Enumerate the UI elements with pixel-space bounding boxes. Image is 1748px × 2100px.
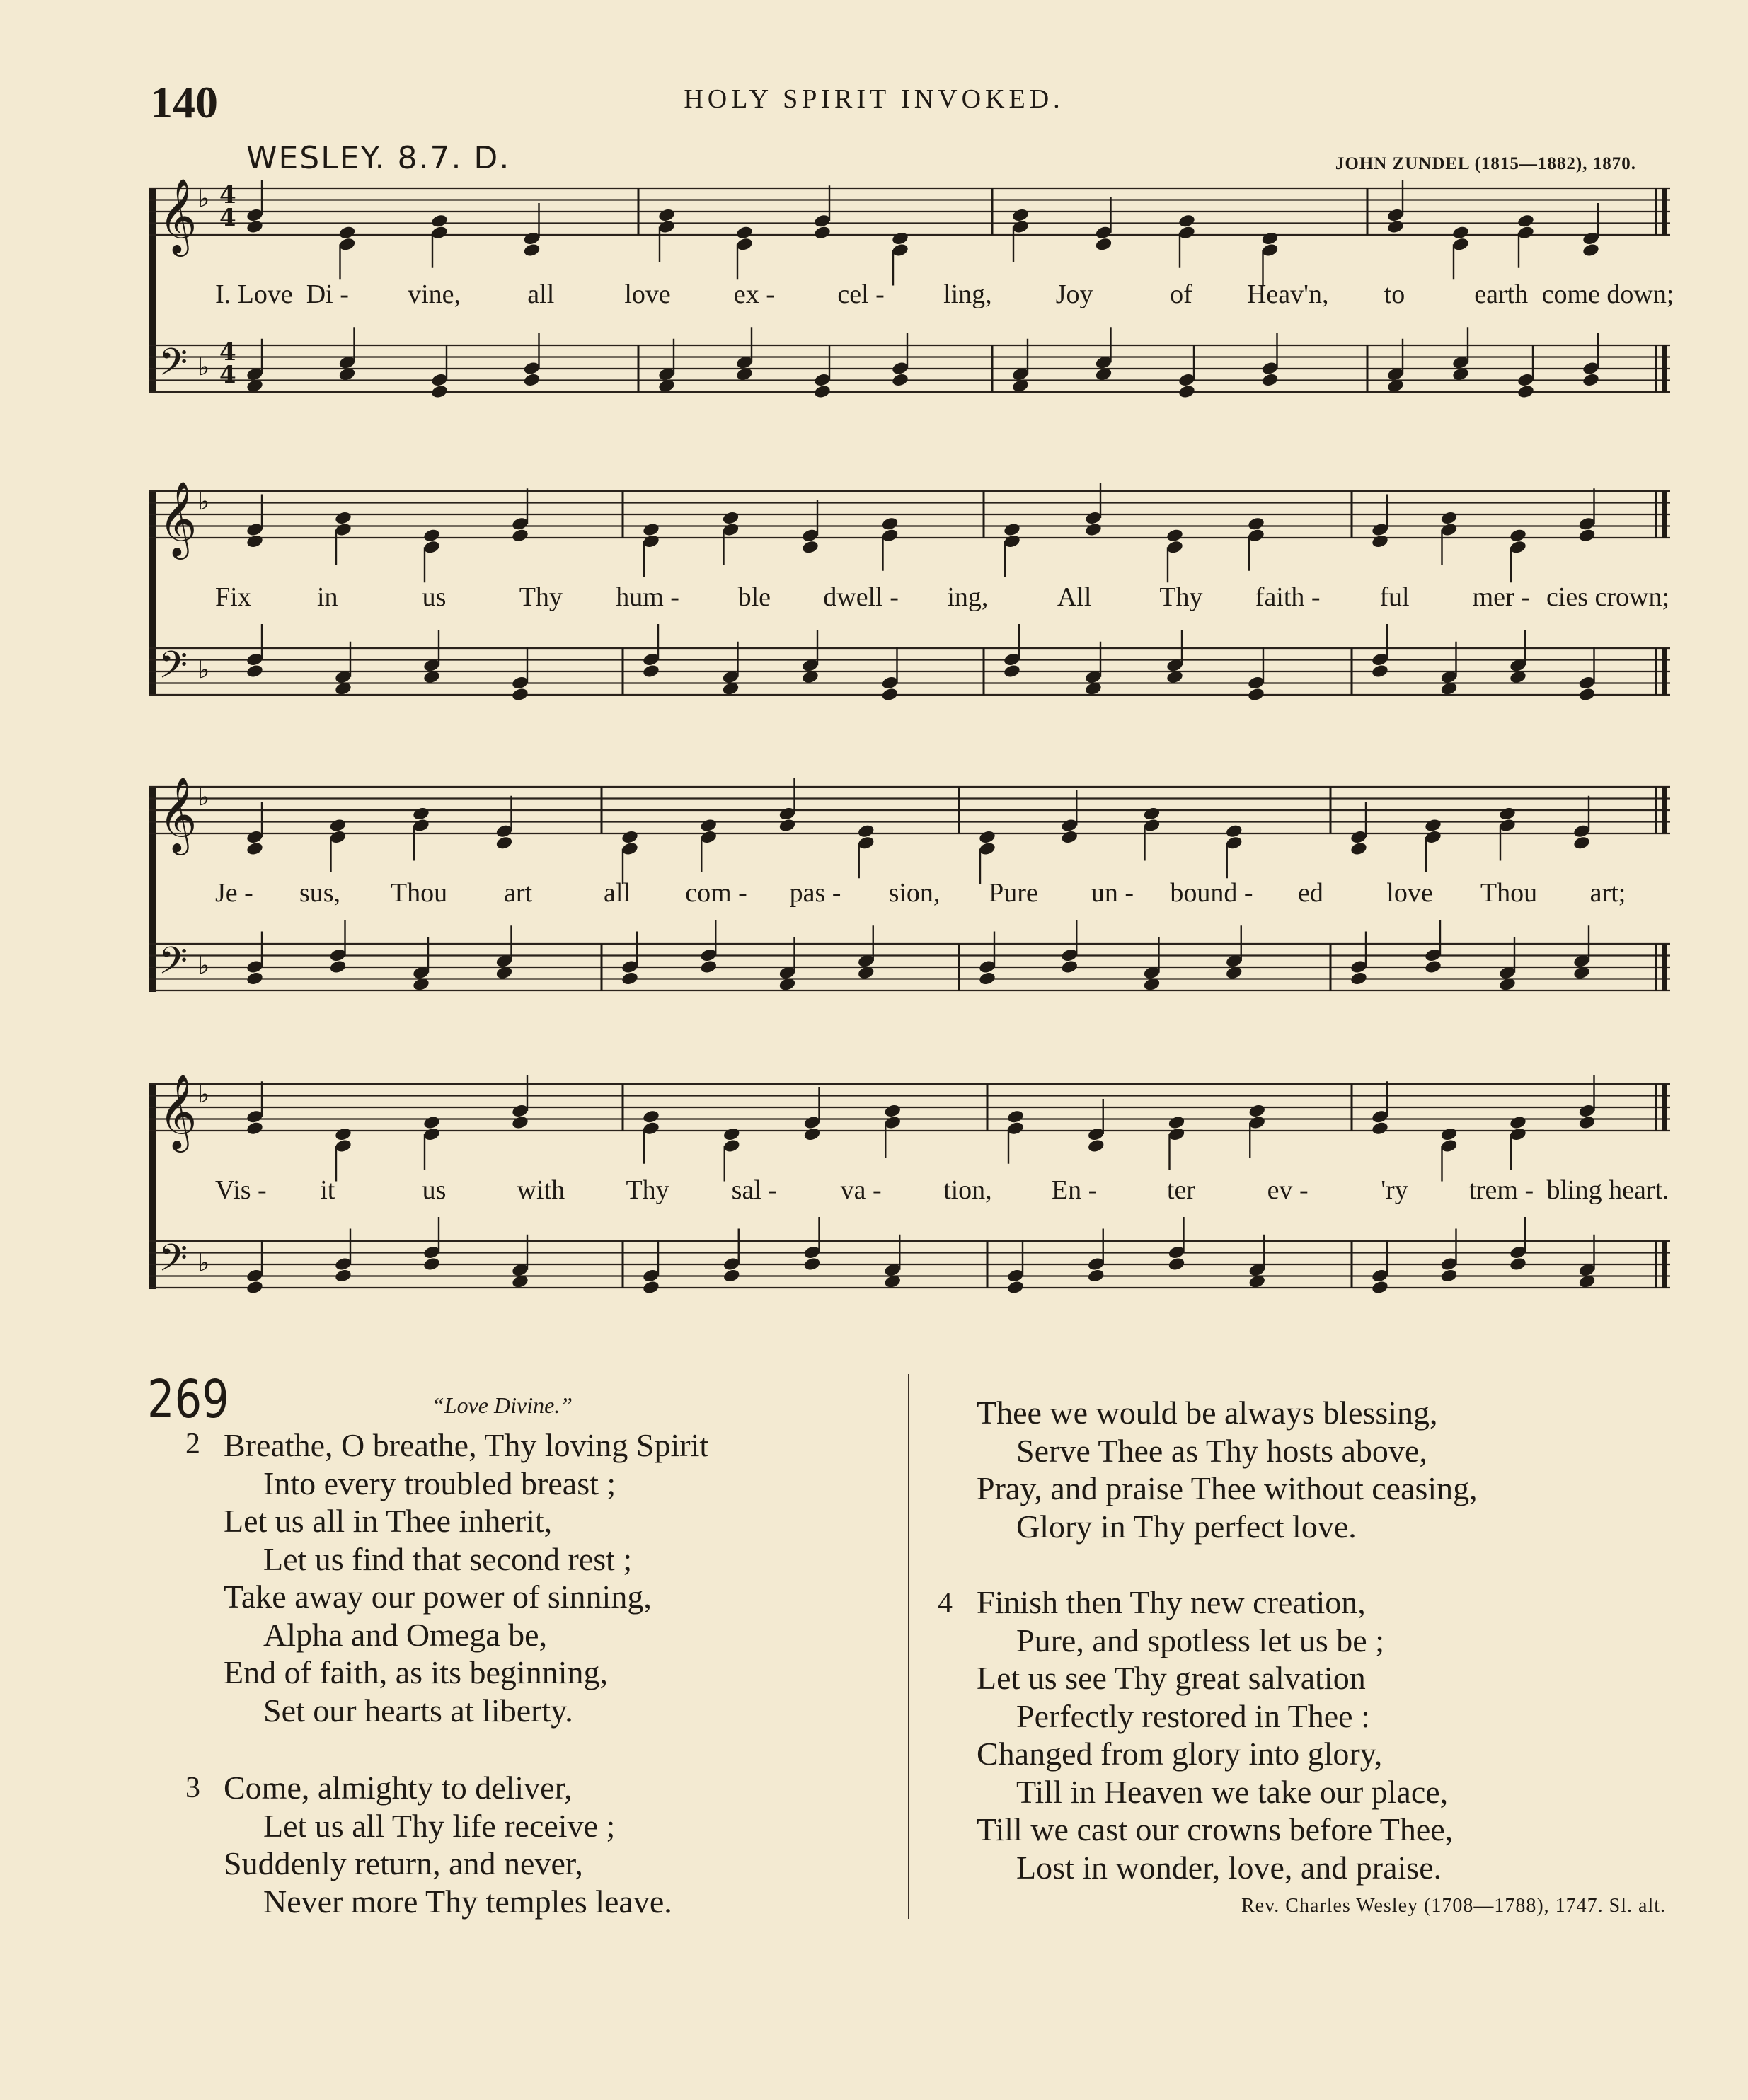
verse-line: Perfectly restored in Thee :	[1016, 1697, 1370, 1734]
verse-line: Pray, and praise Thee without ceasing,	[977, 1470, 1478, 1506]
note-chord	[329, 920, 347, 974]
note-chord	[1225, 824, 1243, 878]
note-chord	[1060, 920, 1079, 974]
note-chord	[1498, 937, 1517, 992]
lyric-syllable: cel -	[837, 279, 885, 309]
lyric-syllable: to	[1384, 279, 1405, 309]
lyric-syllable: love	[624, 279, 671, 309]
verse-line: Changed from glory into glory,	[977, 1736, 1383, 1772]
note-chord	[891, 231, 909, 285]
note-chord	[1006, 1109, 1025, 1163]
note-chord	[338, 327, 357, 381]
note-chord	[1003, 624, 1021, 679]
lyric-syllable: Di -	[306, 279, 349, 309]
flat-icon: ♭	[198, 952, 210, 980]
note-chord	[642, 1109, 660, 1163]
lyric-syllable: in	[316, 582, 338, 612]
attribution: Rev. Charles Wesley (1708—1788), 1747. Sl. alt.	[1241, 1895, 1666, 1917]
note-chord	[1261, 231, 1280, 285]
note-chord	[511, 488, 529, 543]
lyric-syllable: pas -	[789, 878, 841, 908]
hymn-title: “Love Divine.”	[432, 1392, 573, 1418]
note-chord	[1578, 1235, 1597, 1289]
composer-credit: JOHN ZUNDEL (1815—1882), 1870.	[1335, 154, 1636, 173]
lyric-line	[149, 1175, 1670, 1210]
hymn-number: 269	[147, 1369, 229, 1430]
lyric-syllable: com -	[685, 878, 747, 908]
lyric-syllable: love	[1386, 878, 1433, 908]
note-chord	[334, 1229, 352, 1283]
stanza-number: 2	[185, 1428, 200, 1460]
note-chord	[334, 1126, 352, 1181]
lyric-syllable: sion,	[888, 878, 941, 908]
lyric-syllable: Je -	[215, 878, 253, 908]
note-chord	[1371, 1081, 1389, 1136]
verse-line: Glory in Thy perfect love.	[1016, 1508, 1357, 1545]
note-chord	[801, 630, 820, 684]
note-chord	[1424, 920, 1442, 974]
verse-line: Into every troubled breast ;	[263, 1465, 616, 1501]
lyric-syllable: sus,	[299, 878, 341, 908]
lyric-syllable: hum -	[616, 582, 679, 612]
note-chord	[1440, 1126, 1459, 1181]
lyric-syllable: bling heart.	[1546, 1175, 1669, 1205]
stanza-3	[224, 1769, 672, 1920]
verse-line: Finish then Thy new creation,	[977, 1584, 1366, 1620]
note-chord	[621, 932, 639, 986]
note-chord	[1168, 1115, 1186, 1170]
stanza-number: 3	[185, 1772, 200, 1804]
verse-line: Let us all in Thee inherit,	[224, 1503, 553, 1539]
flat-icon: ♭	[198, 783, 210, 812]
flat-icon: ♭	[198, 1080, 210, 1109]
verse-line: End of faith, as its beginning,	[224, 1654, 608, 1690]
lyric-syllable: Joy	[1055, 279, 1093, 309]
verse-line: Never more Thy temples leave.	[263, 1883, 672, 1920]
lyric-syllable: us	[422, 582, 447, 612]
note-chord	[723, 1126, 741, 1181]
note-chord	[246, 932, 264, 986]
note-chord	[1424, 818, 1442, 872]
time-signature: 4 4	[219, 181, 236, 232]
verse-line: Set our hearts at liberty.	[263, 1692, 573, 1729]
lyric-syllable: come down;	[1541, 279, 1674, 309]
lyric-syllable: vine,	[408, 279, 461, 309]
stanza-2	[224, 1426, 708, 1729]
lyric-syllable: Heav'n,	[1246, 279, 1329, 309]
bass-clef-icon: 𝄢	[159, 1237, 188, 1289]
note-chord	[1178, 345, 1196, 399]
lyric-line	[149, 582, 1670, 617]
note-chord	[422, 1115, 441, 1170]
flat-icon: ♭	[198, 656, 210, 684]
note-chord	[657, 339, 676, 393]
flat-icon: ♭	[198, 185, 210, 213]
note-chord	[1371, 1240, 1389, 1295]
verse-line: Breathe, O breathe, Thy loving Spirit	[224, 1427, 709, 1463]
flat-icon: ♭	[198, 353, 210, 381]
time-signature: 4 4	[219, 338, 236, 389]
lyric-syllable: all	[527, 279, 555, 309]
note-chord	[813, 185, 832, 240]
bass-clef-icon: 𝄢	[159, 644, 188, 696]
note-chord	[511, 1235, 529, 1289]
note-chord	[1440, 642, 1459, 696]
note-chord	[722, 642, 740, 696]
note-chord	[881, 516, 899, 570]
verse-line: Let us find that second rest ;	[263, 1540, 633, 1577]
note-chord	[1084, 642, 1103, 696]
lyric-syllable: ed	[1298, 878, 1323, 908]
note-chord	[801, 500, 820, 555]
note-chord	[1517, 213, 1535, 267]
note-chord	[1095, 197, 1113, 252]
flat-icon: ♭	[198, 1249, 210, 1277]
note-chord	[246, 624, 264, 679]
note-chord	[1509, 1217, 1527, 1271]
note-chord	[778, 937, 797, 992]
lyric-syllable: Vis -	[215, 1175, 267, 1205]
note-chord	[1248, 1235, 1266, 1289]
note-chord	[511, 647, 529, 702]
note-chord	[1168, 1217, 1186, 1271]
lyric-syllable: Thou	[390, 878, 448, 908]
note-chord	[495, 796, 514, 850]
lyric-syllable: art	[503, 878, 533, 908]
column-divider	[908, 1374, 909, 1919]
note-chord	[1143, 937, 1161, 992]
treble-clef-icon: 𝄞	[159, 1073, 197, 1149]
note-chord	[857, 824, 875, 878]
running-head: HOLY SPIRIT INVOKED.	[684, 84, 1064, 114]
note-chord	[246, 339, 264, 393]
note-chord	[699, 920, 718, 974]
treble-clef-icon: 𝄞	[159, 178, 197, 253]
lyric-syllable: ex -	[733, 279, 775, 309]
verse-line: Let us all Thy life receive ;	[263, 1807, 616, 1844]
note-chord	[422, 528, 441, 582]
flat-icon: ♭	[198, 487, 210, 516]
lyric-syllable: us	[422, 1175, 447, 1205]
note-chord	[978, 932, 996, 986]
note-chord	[621, 829, 639, 884]
note-chord	[430, 213, 449, 267]
lyric-syllable: earth	[1474, 279, 1529, 309]
note-chord	[1440, 1229, 1459, 1283]
note-chord	[735, 327, 754, 381]
bass-clef-icon: 𝄢	[159, 940, 188, 992]
lyric-syllable: En -	[1051, 1175, 1098, 1205]
verse-line: Till we cast our crowns before Thee,	[977, 1811, 1454, 1847]
note-chord	[1006, 1240, 1025, 1295]
verse-line: Come, almighty to deliver,	[224, 1770, 573, 1806]
note-chord	[699, 818, 718, 872]
lyric-syllable: va -	[840, 1175, 882, 1205]
note-chord	[329, 818, 347, 872]
verse-line: Suddenly return, and never,	[224, 1845, 583, 1881]
note-chord	[1517, 345, 1535, 399]
lyric-syllable: sal -	[731, 1175, 778, 1205]
note-chord	[642, 522, 660, 577]
lyric-syllable: Thy	[626, 1175, 669, 1205]
note-chord	[1572, 796, 1591, 850]
note-chord	[881, 647, 899, 702]
lyric-syllable: of	[1170, 279, 1192, 309]
lyric-syllable: un -	[1091, 878, 1134, 908]
page-number: 140	[150, 77, 218, 127]
lyric-syllable: Thou	[1480, 878, 1538, 908]
lyric-syllable: with	[517, 1175, 565, 1205]
lyric-syllable: ble	[737, 582, 771, 612]
note-chord	[978, 829, 996, 884]
note-chord	[1178, 213, 1196, 267]
lyric-syllable: ter	[1166, 1175, 1195, 1205]
verse-line: Alpha and Omega be,	[263, 1616, 548, 1653]
note-chord	[422, 1217, 441, 1271]
lyric-syllable: faith -	[1255, 582, 1321, 612]
note-chord	[735, 225, 754, 279]
lyric-syllable: ing,	[947, 582, 989, 612]
note-chord	[523, 333, 541, 388]
note-chord	[1247, 516, 1265, 570]
note-chord	[1011, 339, 1030, 393]
note-chord	[883, 1235, 902, 1289]
lyric-syllable: Fix	[215, 582, 251, 612]
note-chord	[1003, 522, 1021, 577]
note-chord	[495, 925, 514, 980]
note-chord	[1350, 932, 1368, 986]
lyric-syllable: cies crown;	[1546, 582, 1670, 612]
lyric-syllable: Thy	[1159, 582, 1203, 612]
lyric-syllable: ful	[1379, 582, 1410, 612]
note-chord	[1582, 333, 1600, 388]
lyric-syllable: All	[1057, 582, 1092, 612]
note-chord	[412, 937, 430, 992]
lyric-syllable: mer -	[1472, 582, 1530, 612]
note-chord	[1087, 1229, 1105, 1283]
verse-line: Take away our power of sinning,	[224, 1579, 652, 1615]
lyric-syllable: dwell -	[823, 582, 899, 612]
lyric-syllable: 'ry	[1381, 1175, 1408, 1205]
note-chord	[334, 642, 352, 696]
bass-clef-icon: 𝄢	[159, 341, 188, 393]
lyric-syllable: I. Love	[215, 279, 293, 309]
note-chord	[1247, 647, 1265, 702]
note-chord	[246, 1081, 264, 1136]
note-chord	[1578, 647, 1597, 702]
stanza-number: 4	[938, 1587, 953, 1620]
note-chord	[642, 624, 660, 679]
lyric-syllable: it	[320, 1175, 335, 1205]
lyric-syllable: Pure	[989, 878, 1038, 908]
note-chord	[246, 1240, 264, 1295]
lyric-line	[149, 877, 1670, 913]
lyric-syllable: Thy	[519, 582, 563, 612]
lyric-syllable: tion,	[943, 1175, 992, 1205]
verse-line: Thee we would be always blessing,	[977, 1395, 1438, 1431]
note-chord	[1386, 339, 1405, 393]
treble-clef-icon: 𝄞	[159, 776, 197, 852]
lyric-line	[149, 279, 1674, 314]
lyric-syllable: trem -	[1468, 1175, 1534, 1205]
note-chord	[803, 1217, 822, 1271]
note-chord	[1371, 624, 1389, 679]
verse-line: Let us see Thy great salvation	[977, 1660, 1366, 1696]
note-chord	[1509, 1115, 1527, 1170]
note-chord	[1225, 925, 1243, 980]
note-chord	[857, 925, 875, 980]
note-chord	[1578, 488, 1597, 543]
note-chord	[1261, 333, 1280, 388]
note-chord	[891, 333, 909, 388]
note-chord	[1451, 327, 1470, 381]
verse-line: Pure, and spotless let us be ;	[1016, 1622, 1384, 1658]
lyric-syllable: art;	[1589, 878, 1626, 908]
note-chord	[1095, 327, 1113, 381]
stanza-3-continued	[977, 1394, 1478, 1545]
treble-clef-icon: 𝄞	[159, 480, 197, 556]
lyric-syllable: ev -	[1267, 1175, 1309, 1205]
note-chord	[422, 630, 441, 684]
stanza-4	[977, 1583, 1453, 1886]
tune-name: WESLEY. 8.7. D.	[246, 140, 511, 176]
note-chord	[1451, 225, 1470, 279]
verse-line: Serve Thee as Thy hosts above,	[1016, 1432, 1427, 1469]
lyric-syllable: bound -	[1170, 878, 1253, 908]
lyric-syllable: all	[604, 878, 631, 908]
note-chord	[1509, 528, 1527, 582]
note-chord	[723, 1229, 741, 1283]
note-chord	[642, 1240, 660, 1295]
note-chord	[1166, 528, 1184, 582]
verse-line: Till in Heaven we take our place,	[1016, 1773, 1449, 1810]
note-chord	[338, 225, 357, 279]
note-chord	[1572, 925, 1591, 980]
note-chord	[430, 345, 449, 399]
verse-line: Lost in wonder, love, and praise.	[1016, 1849, 1442, 1886]
note-chord	[813, 345, 832, 399]
note-chord	[1166, 630, 1184, 684]
note-chord	[1509, 630, 1527, 684]
lyric-syllable: ling,	[943, 279, 992, 309]
